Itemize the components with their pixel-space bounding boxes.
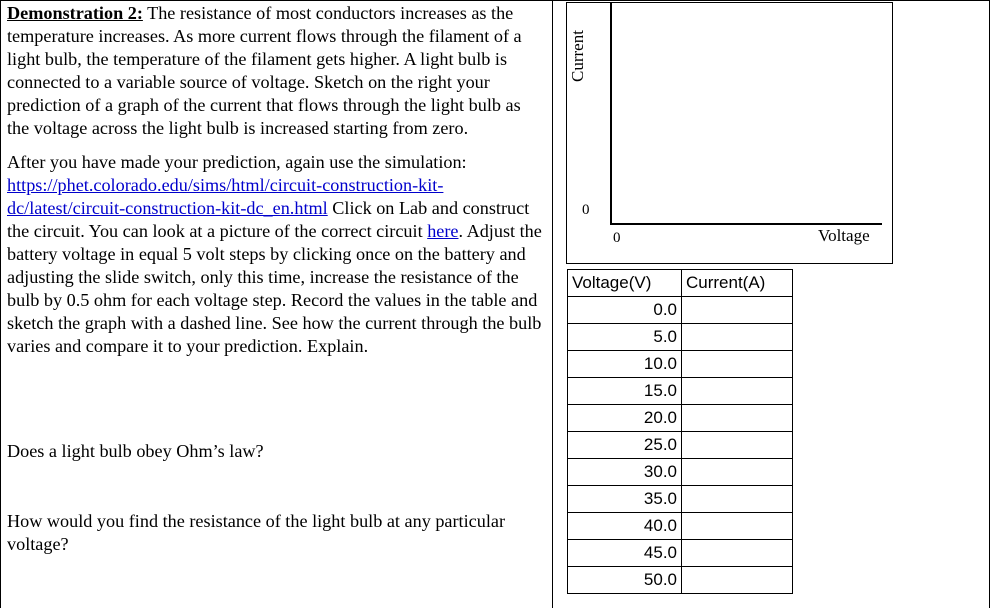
frame-left-border (0, 0, 1, 608)
table-row (568, 378, 793, 405)
voltage-cell: 0.0 (568, 297, 682, 324)
after-prediction-text: After you have made your prediction, again use the simulation: (7, 152, 467, 172)
graph-y-axis (610, 2, 612, 225)
current-column-header: Current(A) (682, 270, 793, 297)
table-row (568, 405, 793, 432)
voltage-cell: 25.0 (568, 432, 682, 459)
current-cell[interactable] (682, 540, 793, 567)
current-cell[interactable] (682, 324, 793, 351)
table-row (568, 540, 793, 567)
voltage-cell: 15.0 (568, 378, 682, 405)
table-header-row (568, 270, 793, 297)
voltage-cell: 45.0 (568, 540, 682, 567)
voltage-current-table (567, 269, 793, 594)
demo-intro-text: The resistance of most conductors increases as the temperature increases. As more current flows through the filament of a light bulb, the temperature of the filament gets higher. A light bulb is connected to a variable source of voltage. Sketch on the right your prediction of a graph of the current that flows through the light bulb as the voltage across the light bulb is increased starting from zero. (7, 3, 522, 138)
graph-x-origin-label: 0 (613, 230, 621, 246)
demo-title: Demonstration 2: (7, 3, 143, 23)
table-row (568, 324, 793, 351)
voltage-cell: 5.0 (568, 324, 682, 351)
voltage-cell: 35.0 (568, 486, 682, 513)
table-row (568, 486, 793, 513)
demo-intro-paragraph (7, 2, 547, 140)
table-row (568, 351, 793, 378)
instructions-column (7, 2, 547, 358)
current-cell[interactable] (682, 486, 793, 513)
graph-y-axis-label: Current (568, 30, 587, 82)
current-cell[interactable] (682, 405, 793, 432)
voltage-column-header: Voltage(V) (568, 270, 682, 297)
table-row (568, 432, 793, 459)
current-cell[interactable] (682, 432, 793, 459)
circuit-picture-link[interactable]: here (427, 221, 459, 241)
table-row (568, 513, 793, 540)
simulation-link[interactable]: https://phet.colorado.edu/sims/html/circuit-construction-kit-dc/latest/circuit-construction-kit-dc_en.html (7, 175, 444, 218)
procedure-paragraph (7, 151, 547, 358)
frame-column-divider (552, 0, 553, 608)
frame-top-border (0, 0, 990, 1)
question-ohms-law: Does a light bulb obey Ohm’s law? (7, 441, 264, 461)
current-cell[interactable] (682, 351, 793, 378)
table-row (568, 297, 793, 324)
voltage-cell: 10.0 (568, 351, 682, 378)
current-cell[interactable] (682, 513, 793, 540)
current-cell[interactable] (682, 378, 793, 405)
current-cell[interactable] (682, 459, 793, 486)
instructions-text-a: Click on Lab and construct the circuit. You can look at a picture of the correct circuit (7, 198, 530, 241)
graph-x-axis (610, 223, 882, 225)
frame-right-border (989, 0, 990, 608)
graph-y-origin-label: 0 (582, 202, 590, 218)
current-cell[interactable] (682, 567, 793, 594)
voltage-cell: 50.0 (568, 567, 682, 594)
table-row (568, 459, 793, 486)
voltage-cell: 20.0 (568, 405, 682, 432)
voltage-cell: 30.0 (568, 459, 682, 486)
graph-x-axis-label: Voltage (818, 226, 870, 245)
voltage-cell: 40.0 (568, 513, 682, 540)
current-cell[interactable] (682, 297, 793, 324)
question-resistance: How would you find the resistance of the light bulb at any particular voltage? (7, 511, 506, 554)
instructions-text-b: . Adjust the battery voltage in equal 5 volt steps by clicking once on the battery and adjusting the slide switch, only this time, increase the resistance of the bulb by 0.5 ohm for each voltage step. Record the values in the table and sketch the graph with a dashed line. See how the current through the bulb varies and compare it to your prediction. Explain. (7, 221, 542, 356)
table-row (568, 567, 793, 594)
